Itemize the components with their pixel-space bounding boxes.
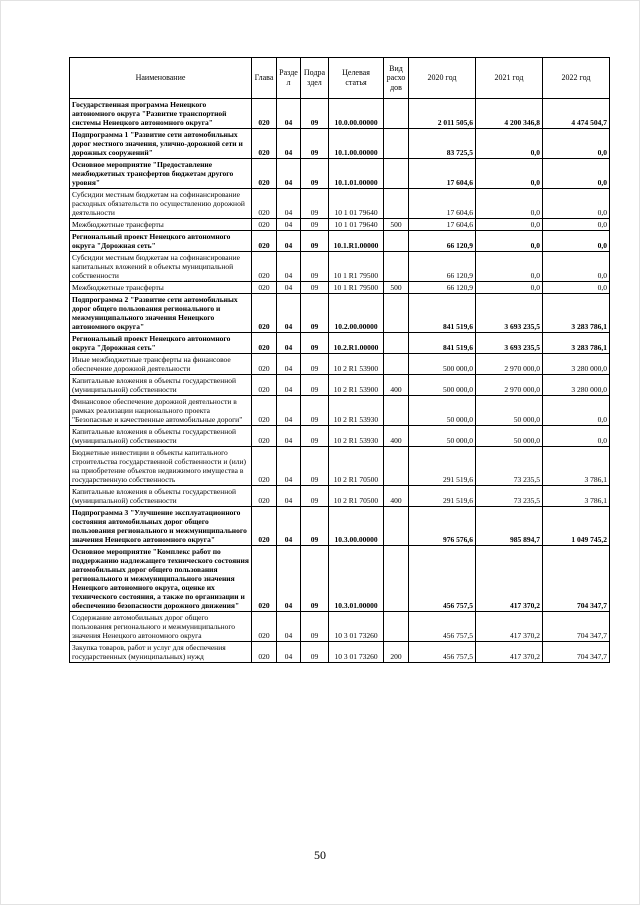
cell-2021: 2 970 000,0	[476, 375, 543, 396]
cell-name: Бюджетные инвестиции в объекты капитального строительства государственной собственности и (или) на приобретение объектов недвижимого имущества в государственную собственность	[70, 447, 252, 486]
cell-name: Содержание автомобильных дорог общего пользования регионального и межмуниципального значения Ненецкого автономного округа	[70, 612, 252, 642]
cell-2022: 0,0	[543, 426, 610, 447]
cell-glava: 020	[252, 375, 277, 396]
cell-name: Капитальные вложения в объекты государственной (муниципальной) собственности	[70, 426, 252, 447]
cell-expense-type: 400	[384, 486, 409, 507]
cell-2021: 0,0	[476, 129, 543, 159]
cell-name: Подпрограмма 3 "Улучшение эксплуатационного состояния автомобильных дорог общего пользования регионального и межмуниципального значения Ненецкого автономного округа"	[70, 507, 252, 546]
cell-2020: 66 120,9	[409, 282, 476, 294]
col-header-podrazdel: Подраздел	[301, 58, 329, 99]
table-row	[70, 396, 610, 426]
cell-podrazdel: 09	[301, 252, 329, 282]
cell-razdel: 04	[277, 252, 301, 282]
cell-target-article: 10 2 R1 70500	[329, 486, 384, 507]
cell-glava: 020	[252, 252, 277, 282]
cell-razdel: 04	[277, 99, 301, 129]
cell-2020: 50 000,0	[409, 396, 476, 426]
cell-2020: 66 120,9	[409, 231, 476, 252]
cell-podrazdel: 09	[301, 129, 329, 159]
cell-target-article: 10 1 R1 79500	[329, 282, 384, 294]
cell-razdel: 04	[277, 129, 301, 159]
cell-razdel: 04	[277, 231, 301, 252]
cell-name: Межбюджетные трансферты	[70, 282, 252, 294]
cell-2020: 456 757,5	[409, 612, 476, 642]
cell-glava: 020	[252, 546, 277, 612]
cell-2022: 3 280 000,0	[543, 375, 610, 396]
cell-razdel: 04	[277, 354, 301, 375]
cell-2020: 17 604,6	[409, 189, 476, 219]
cell-glava: 020	[252, 231, 277, 252]
table-row	[70, 252, 610, 282]
cell-2020: 500 000,0	[409, 375, 476, 396]
cell-target-article: 10.3.01.00000	[329, 546, 384, 612]
cell-2021: 0,0	[476, 282, 543, 294]
cell-target-article: 10.2.R1.00000	[329, 333, 384, 354]
cell-2020: 976 576,6	[409, 507, 476, 546]
cell-2021: 2 970 000,0	[476, 354, 543, 375]
cell-name: Капитальные вложения в объекты государственной (муниципальной) собственности	[70, 486, 252, 507]
cell-glava: 020	[252, 333, 277, 354]
cell-2021: 73 235,5	[476, 447, 543, 486]
cell-2020: 50 000,0	[409, 426, 476, 447]
table-row	[70, 294, 610, 333]
cell-target-article: 10.3.00.00000	[329, 507, 384, 546]
cell-podrazdel: 09	[301, 426, 329, 447]
cell-razdel: 04	[277, 396, 301, 426]
cell-2021: 417 370,2	[476, 546, 543, 612]
col-header-2022: 2022 год	[543, 58, 610, 99]
cell-expense-type	[384, 546, 409, 612]
cell-target-article: 10 2 R1 53900	[329, 354, 384, 375]
cell-razdel: 04	[277, 189, 301, 219]
header-row	[70, 58, 610, 99]
cell-target-article: 10 2 R1 53930	[329, 426, 384, 447]
cell-2021: 0,0	[476, 159, 543, 189]
table-row	[70, 333, 610, 354]
cell-expense-type: 400	[384, 426, 409, 447]
cell-glava: 020	[252, 642, 277, 663]
cell-name: Региональный проект Ненецкого автономного округа "Дорожная сеть"	[70, 231, 252, 252]
table-row	[70, 546, 610, 612]
cell-target-article: 10 2 R1 70500	[329, 447, 384, 486]
cell-expense-type	[384, 507, 409, 546]
col-header-target-article: Целевая статья	[329, 58, 384, 99]
cell-expense-type	[384, 129, 409, 159]
cell-2021: 3 693 235,5	[476, 294, 543, 333]
cell-name: Межбюджетные трансферты	[70, 219, 252, 231]
col-header-glava: Глава	[252, 58, 277, 99]
cell-target-article: 10 1 R1 79500	[329, 252, 384, 282]
cell-2021: 50 000,0	[476, 426, 543, 447]
cell-glava: 020	[252, 294, 277, 333]
table-row	[70, 507, 610, 546]
cell-podrazdel: 09	[301, 546, 329, 612]
table-row	[70, 486, 610, 507]
cell-expense-type	[384, 294, 409, 333]
cell-expense-type	[384, 333, 409, 354]
cell-target-article: 10.0.00.00000	[329, 99, 384, 129]
cell-podrazdel: 09	[301, 486, 329, 507]
cell-target-article: 10 3 01 73260	[329, 612, 384, 642]
cell-2021: 985 894,7	[476, 507, 543, 546]
cell-2021: 0,0	[476, 189, 543, 219]
cell-expense-type	[384, 231, 409, 252]
cell-podrazdel: 09	[301, 354, 329, 375]
cell-name: Финансовое обеспечение дорожной деятельности в рамках реализации национального проекта "Безопасные и качественные автомобильные дороги"	[70, 396, 252, 426]
table-header	[70, 58, 610, 99]
cell-2021: 0,0	[476, 252, 543, 282]
cell-target-article: 10 2 R1 53930	[329, 396, 384, 426]
cell-2020: 291 519,6	[409, 447, 476, 486]
table-row	[70, 426, 610, 447]
cell-2020: 83 725,5	[409, 129, 476, 159]
cell-podrazdel: 09	[301, 219, 329, 231]
cell-podrazdel: 09	[301, 189, 329, 219]
cell-2022: 0,0	[543, 219, 610, 231]
table-row	[70, 189, 610, 219]
cell-name: Субсидии местным бюджетам на софинансирование расходных обязательств по осуществлению дорожной деятельности	[70, 189, 252, 219]
cell-name: Основное мероприятие "Предоставление межбюджетных трансфертов бюджетам другого уровня"	[70, 159, 252, 189]
cell-glava: 020	[252, 486, 277, 507]
table-row	[70, 447, 610, 486]
cell-2021: 73 235,5	[476, 486, 543, 507]
cell-2021: 3 693 235,5	[476, 333, 543, 354]
cell-razdel: 04	[277, 612, 301, 642]
table-body	[70, 99, 610, 663]
cell-expense-type	[384, 189, 409, 219]
col-header-2021: 2021 год	[476, 58, 543, 99]
cell-2021: 0,0	[476, 231, 543, 252]
cell-razdel: 04	[277, 282, 301, 294]
cell-2020: 456 757,5	[409, 642, 476, 663]
cell-podrazdel: 09	[301, 612, 329, 642]
cell-expense-type	[384, 612, 409, 642]
cell-2022: 0,0	[543, 252, 610, 282]
cell-2021: 50 000,0	[476, 396, 543, 426]
cell-name: Иные межбюджетные трансферты на финансовое обеспечение дорожной деятельности	[70, 354, 252, 375]
cell-expense-type	[384, 159, 409, 189]
cell-glava: 020	[252, 507, 277, 546]
cell-razdel: 04	[277, 642, 301, 663]
cell-glava: 020	[252, 612, 277, 642]
cell-podrazdel: 09	[301, 231, 329, 252]
cell-2022: 3 283 786,1	[543, 294, 610, 333]
table-row	[70, 159, 610, 189]
cell-2020: 66 120,9	[409, 252, 476, 282]
cell-podrazdel: 09	[301, 159, 329, 189]
cell-2020: 841 519,6	[409, 294, 476, 333]
cell-2021: 4 200 346,8	[476, 99, 543, 129]
table-row	[70, 642, 610, 663]
cell-name: Региональный проект Ненецкого автономного округа "Дорожная сеть"	[70, 333, 252, 354]
cell-2020: 2 011 505,6	[409, 99, 476, 129]
cell-name: Подпрограмма 2 "Развитие сети автомобильных дорог общего пользования регионального и межмуниципального значения Ненецкого автономного округа"	[70, 294, 252, 333]
cell-name: Государственная программа Ненецкого автономного округа "Развитие транспортной системы Ненецкого автономного округа"	[70, 99, 252, 129]
cell-podrazdel: 09	[301, 642, 329, 663]
cell-name: Капитальные вложения в объекты государственной (муниципальной) собственности	[70, 375, 252, 396]
table-row	[70, 354, 610, 375]
cell-expense-type	[384, 447, 409, 486]
cell-2020: 456 757,5	[409, 546, 476, 612]
cell-glava: 020	[252, 282, 277, 294]
cell-razdel: 04	[277, 333, 301, 354]
cell-target-article: 10 3 01 73260	[329, 642, 384, 663]
cell-glava: 020	[252, 219, 277, 231]
cell-podrazdel: 09	[301, 282, 329, 294]
cell-razdel: 04	[277, 159, 301, 189]
cell-target-article: 10.1.R1.00000	[329, 231, 384, 252]
cell-target-article: 10 2 R1 53900	[329, 375, 384, 396]
cell-expense-type	[384, 396, 409, 426]
cell-podrazdel: 09	[301, 333, 329, 354]
cell-razdel: 04	[277, 507, 301, 546]
cell-2021: 417 370,2	[476, 612, 543, 642]
cell-2021: 417 370,2	[476, 642, 543, 663]
cell-2022: 4 474 504,7	[543, 99, 610, 129]
cell-podrazdel: 09	[301, 294, 329, 333]
cell-podrazdel: 09	[301, 447, 329, 486]
cell-2020: 841 519,6	[409, 333, 476, 354]
page-number: 50	[314, 848, 326, 862]
cell-podrazdel: 09	[301, 507, 329, 546]
cell-razdel: 04	[277, 219, 301, 231]
table-row	[70, 612, 610, 642]
cell-target-article: 10.1.01.00000	[329, 159, 384, 189]
cell-glava: 020	[252, 99, 277, 129]
cell-razdel: 04	[277, 486, 301, 507]
cell-glava: 020	[252, 159, 277, 189]
cell-2022: 704 347,7	[543, 546, 610, 612]
cell-glava: 020	[252, 447, 277, 486]
cell-2020: 17 604,6	[409, 159, 476, 189]
cell-2022: 704 347,7	[543, 642, 610, 663]
cell-expense-type: 500	[384, 219, 409, 231]
cell-razdel: 04	[277, 546, 301, 612]
cell-podrazdel: 09	[301, 396, 329, 426]
cell-expense-type: 200	[384, 642, 409, 663]
cell-target-article: 10.1.00.00000	[329, 129, 384, 159]
cell-2022: 0,0	[543, 231, 610, 252]
cell-expense-type	[384, 99, 409, 129]
cell-glava: 020	[252, 354, 277, 375]
cell-razdel: 04	[277, 447, 301, 486]
cell-podrazdel: 09	[301, 99, 329, 129]
table-row	[70, 375, 610, 396]
col-header-2020: 2020 год	[409, 58, 476, 99]
table-row	[70, 231, 610, 252]
cell-expense-type	[384, 354, 409, 375]
cell-name: Закупка товаров, работ и услуг для обеспечения государственных (муниципальных) нужд	[70, 642, 252, 663]
cell-target-article: 10 1 01 79640	[329, 219, 384, 231]
cell-target-article: 10.2.00.00000	[329, 294, 384, 333]
cell-2022: 1 049 745,2	[543, 507, 610, 546]
cell-glava: 020	[252, 396, 277, 426]
cell-razdel: 04	[277, 294, 301, 333]
cell-2020: 500 000,0	[409, 354, 476, 375]
cell-2022: 0,0	[543, 159, 610, 189]
cell-2020: 17 604,6	[409, 219, 476, 231]
cell-expense-type	[384, 252, 409, 282]
cell-2022: 704 347,7	[543, 612, 610, 642]
budget-table	[69, 57, 610, 663]
cell-razdel: 04	[277, 375, 301, 396]
cell-2022: 3 280 000,0	[543, 354, 610, 375]
cell-2022: 3 283 786,1	[543, 333, 610, 354]
cell-expense-type: 400	[384, 375, 409, 396]
col-header-name: Наименование	[70, 58, 252, 99]
cell-razdel: 04	[277, 426, 301, 447]
cell-podrazdel: 09	[301, 375, 329, 396]
cell-name: Основное мероприятие "Комплекс работ по поддержанию надлежащего технического состояния автомобильных дорог общего пользования регионального и межмуниципального значения Ненецкого автономного округа, оценке их технического состояния, а также по организации и обеспечению безопасности дорожного движения"	[70, 546, 252, 612]
col-header-razdel: Раздел	[277, 58, 301, 99]
cell-glava: 020	[252, 129, 277, 159]
cell-2021: 0,0	[476, 219, 543, 231]
table-row	[70, 219, 610, 231]
table-row	[70, 129, 610, 159]
cell-glava: 020	[252, 189, 277, 219]
cell-2022: 3 786,1	[543, 447, 610, 486]
cell-2020: 291 519,6	[409, 486, 476, 507]
cell-2022: 3 786,1	[543, 486, 610, 507]
cell-name: Субсидии местным бюджетам на софинансирование капитальных вложений в объекты муниципальной собственности	[70, 252, 252, 282]
table-row	[70, 282, 610, 294]
table-row	[70, 99, 610, 129]
cell-glava: 020	[252, 426, 277, 447]
cell-2022: 0,0	[543, 189, 610, 219]
cell-2022: 0,0	[543, 396, 610, 426]
cell-target-article: 10 1 01 79640	[329, 189, 384, 219]
col-header-expense-type: Вид расходов	[384, 58, 409, 99]
cell-name: Подпрограмма 1 "Развитие сети автомобильных дорог местного значения, улично-дорожной сети и дорожных сооружений"	[70, 129, 252, 159]
cell-expense-type: 500	[384, 282, 409, 294]
cell-2022: 0,0	[543, 129, 610, 159]
cell-2022: 0,0	[543, 282, 610, 294]
